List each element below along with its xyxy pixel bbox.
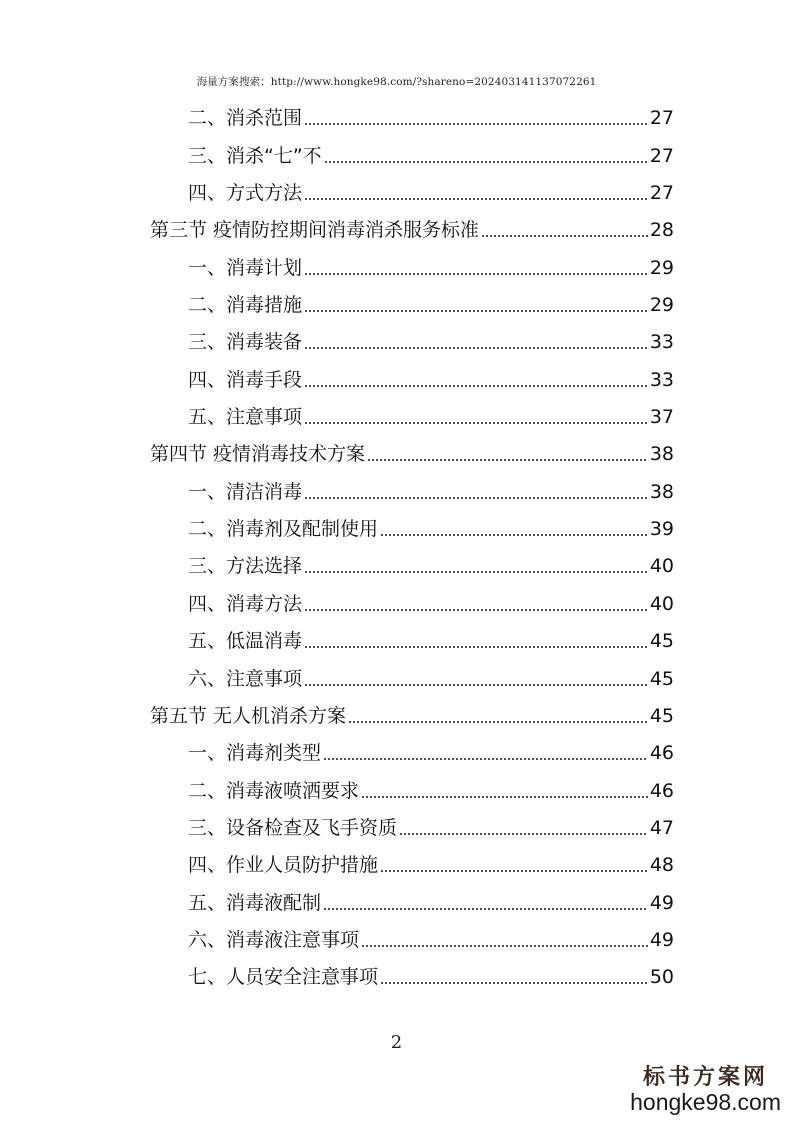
toc-dot-leader xyxy=(323,758,648,760)
toc-dot-leader xyxy=(304,273,648,275)
toc-dot-leader xyxy=(380,982,648,984)
toc-entry-label: 二、消毒剂及配制使用 xyxy=(188,518,379,541)
table-of-contents xyxy=(150,99,674,995)
toc-section-entry[interactable] xyxy=(150,846,674,883)
toc-dot-leader xyxy=(304,684,648,686)
toc-entry-label: 二、消毒液喷洒要求 xyxy=(188,779,360,802)
watermark-title: 标书方案网 xyxy=(643,1064,769,1090)
toc-entry-label: 五、低温消毒 xyxy=(188,630,303,653)
toc-dot-leader xyxy=(304,571,648,573)
toc-section-entry[interactable] xyxy=(150,547,674,584)
toc-entry-label: 三、消杀“七”不 xyxy=(188,144,322,167)
toc-entry-page: 50 xyxy=(649,966,674,989)
page-number: 2 xyxy=(390,1032,403,1053)
toc-dot-leader xyxy=(304,310,648,312)
toc-entry-page: 33 xyxy=(649,331,674,354)
toc-section-entry[interactable] xyxy=(150,360,674,397)
toc-entry-page: 46 xyxy=(649,779,674,802)
toc-entry-page: 45 xyxy=(649,630,674,653)
toc-entry-page: 40 xyxy=(649,592,674,615)
toc-dot-leader xyxy=(304,347,648,349)
toc-entry-label: 一、消毒剂类型 xyxy=(188,742,322,765)
toc-entry-label: 七、人员安全注意事项 xyxy=(188,966,379,989)
toc-entry-page: 46 xyxy=(649,742,674,765)
toc-entry-page: 37 xyxy=(649,406,674,429)
toc-entry-label: 三、消毒装备 xyxy=(188,331,303,354)
toc-entry-label: 六、注意事项 xyxy=(188,667,303,690)
toc-entry-page: 47 xyxy=(649,816,674,839)
toc-dot-leader xyxy=(348,721,648,723)
toc-chapter-entry[interactable] xyxy=(150,211,674,248)
toc-entry-label: 第五节 无人机消杀方案 xyxy=(150,704,347,727)
toc-section-entry[interactable] xyxy=(150,99,674,136)
toc-section-entry[interactable] xyxy=(150,174,674,211)
toc-entry-page: 45 xyxy=(649,667,674,690)
toc-entry-page: 33 xyxy=(649,368,674,391)
toc-entry-page: 39 xyxy=(649,518,674,541)
toc-section-entry[interactable] xyxy=(150,921,674,958)
toc-chapter-entry[interactable] xyxy=(150,435,674,472)
toc-section-entry[interactable] xyxy=(150,398,674,435)
toc-dot-leader xyxy=(304,646,648,648)
toc-entry-page: 28 xyxy=(649,219,674,242)
toc-section-entry[interactable] xyxy=(150,323,674,360)
toc-entry-page: 27 xyxy=(649,107,674,130)
toc-section-entry[interactable] xyxy=(150,734,674,771)
toc-dot-leader xyxy=(304,497,648,499)
toc-dot-leader xyxy=(367,459,648,461)
toc-dot-leader xyxy=(323,908,648,910)
toc-entry-page: 29 xyxy=(649,294,674,317)
toc-entry-label: 四、消毒手段 xyxy=(188,368,303,391)
toc-entry-page: 45 xyxy=(649,704,674,727)
toc-entry-label: 二、消毒措施 xyxy=(188,294,303,317)
toc-section-entry[interactable] xyxy=(150,472,674,509)
toc-section-entry[interactable] xyxy=(150,958,674,995)
toc-entry-page: 27 xyxy=(649,144,674,167)
toc-dot-leader xyxy=(380,534,648,536)
toc-entry-label: 一、清洁消毒 xyxy=(188,480,303,503)
toc-dot-leader xyxy=(481,235,648,237)
toc-entry-page: 38 xyxy=(649,443,674,466)
toc-entry-label: 一、消毒计划 xyxy=(188,256,303,279)
toc-entry-label: 四、方式方法 xyxy=(188,182,303,205)
toc-entry-label: 三、方法选择 xyxy=(188,555,303,578)
watermark-url: hongke98.com xyxy=(630,1089,781,1115)
toc-entry-label: 六、消毒液注意事项 xyxy=(188,928,360,951)
toc-entry-page: 40 xyxy=(649,555,674,578)
page-header-search-link: 海量方案搜索：http://www.hongke98.com/?shareno=202403141137072261 xyxy=(196,76,597,88)
toc-section-entry[interactable] xyxy=(150,659,674,696)
toc-entry-label: 五、注意事项 xyxy=(188,406,303,429)
toc-entry-label: 二、消杀范围 xyxy=(188,107,303,130)
toc-chapter-entry[interactable] xyxy=(150,697,674,734)
toc-dot-leader xyxy=(380,870,648,872)
toc-section-entry[interactable] xyxy=(150,883,674,920)
toc-entry-label: 五、消毒液配制 xyxy=(188,891,322,914)
toc-entry-page: 49 xyxy=(649,928,674,951)
toc-dot-leader xyxy=(361,796,648,798)
toc-entry-page: 49 xyxy=(649,891,674,914)
toc-entry-label: 四、消毒方法 xyxy=(188,592,303,615)
toc-entry-label: 三、设备检查及飞手资质 xyxy=(188,816,398,839)
toc-section-entry[interactable] xyxy=(150,809,674,846)
toc-entry-label: 第四节 疫情消毒技术方案 xyxy=(150,443,366,466)
toc-entry-page: 29 xyxy=(649,256,674,279)
toc-entry-page: 38 xyxy=(649,480,674,503)
toc-dot-leader xyxy=(399,833,648,835)
site-watermark-logo xyxy=(630,1066,781,1114)
toc-entry-label: 四、作业人员防护措施 xyxy=(188,854,379,877)
toc-dot-leader xyxy=(304,422,648,424)
toc-section-entry[interactable] xyxy=(150,248,674,285)
toc-dot-leader xyxy=(361,945,648,947)
toc-entry-label: 第三节 疫情防控期间消毒消杀服务标准 xyxy=(150,219,480,242)
toc-dot-leader xyxy=(304,609,648,611)
toc-dot-leader xyxy=(304,198,648,200)
toc-section-entry[interactable] xyxy=(150,286,674,323)
toc-dot-leader xyxy=(324,161,648,163)
toc-entry-page: 27 xyxy=(649,182,674,205)
toc-section-entry[interactable] xyxy=(150,510,674,547)
toc-section-entry[interactable] xyxy=(150,622,674,659)
toc-dot-leader xyxy=(304,123,648,125)
toc-section-entry[interactable] xyxy=(150,136,674,173)
toc-section-entry[interactable] xyxy=(150,584,674,621)
toc-entry-page: 48 xyxy=(649,854,674,877)
toc-dot-leader xyxy=(304,385,648,387)
toc-section-entry[interactable] xyxy=(150,771,674,808)
